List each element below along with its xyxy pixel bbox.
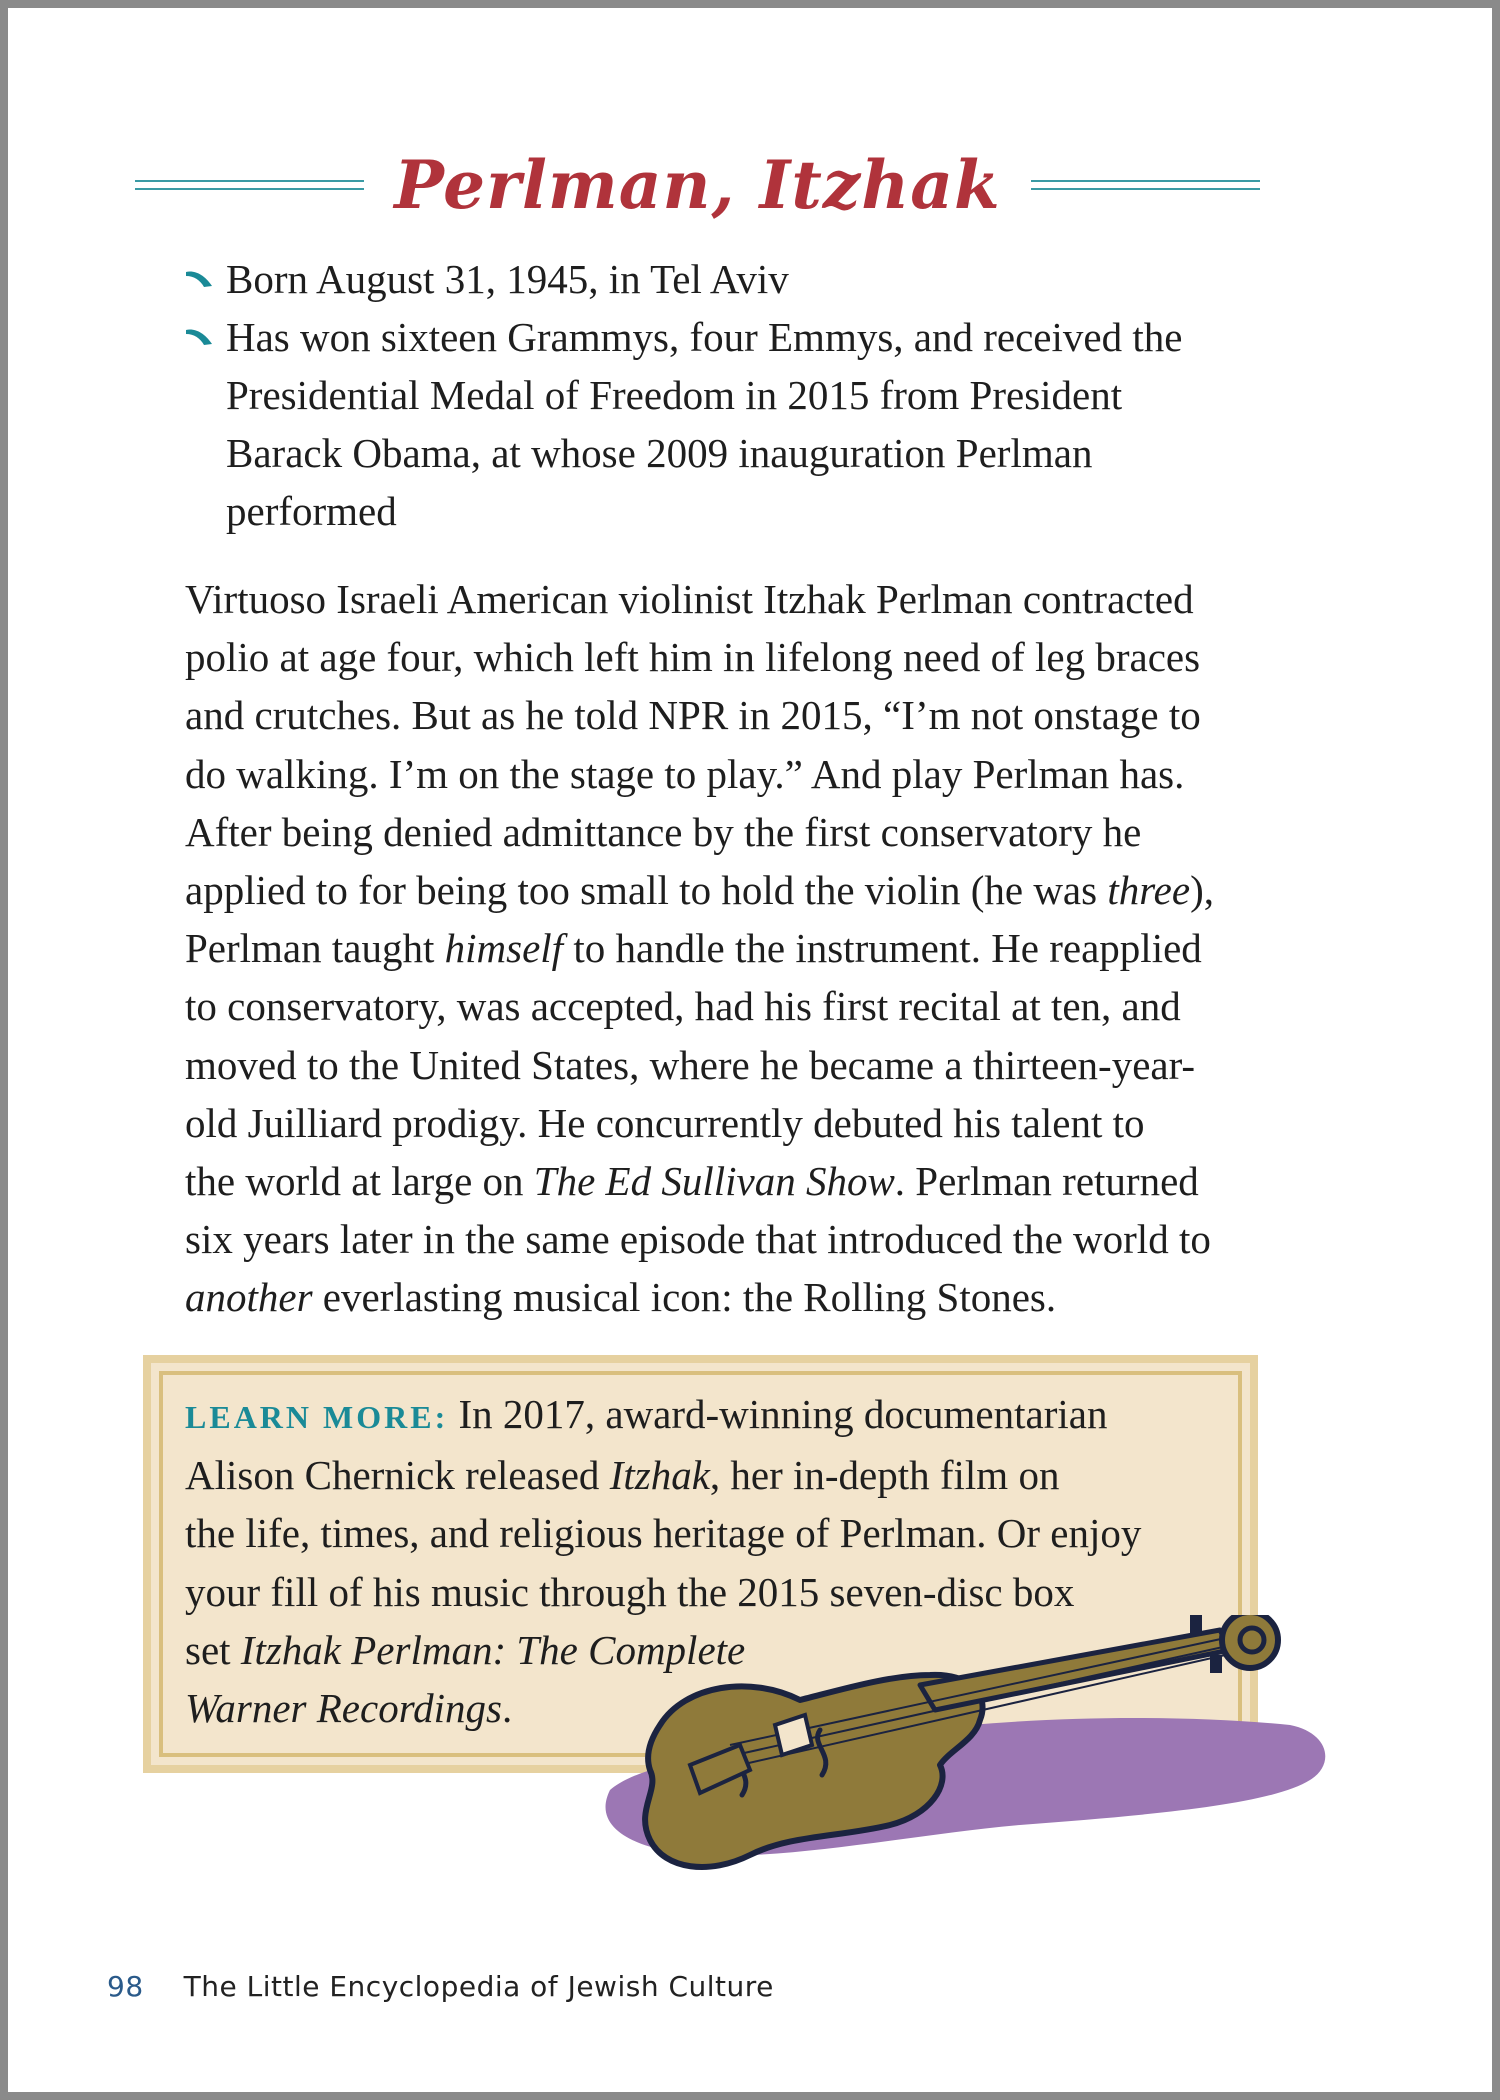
learn-more-run: . <box>501 1685 513 1732</box>
body-text-run: Perlman taught <box>185 925 445 972</box>
body-line: to conservatory, was accepted, had his first recital at ten, and <box>185 983 1181 1030</box>
learn-more-italic-run: Warner Recordings <box>185 1685 502 1732</box>
body-line <box>185 1268 1225 1326</box>
body-text-run: applied to for being too small to hold the violin (he was <box>185 867 1108 914</box>
fact-text: Has won sixteen Grammys, four Emmys, and received the Presidential Medal of Freedom in 2015 from President Barack Obama, at whose 2009 inauguration Perlman performed <box>226 314 1183 534</box>
fact-list <box>180 250 1210 540</box>
page-title: Perlman, Itzhak <box>394 146 1001 224</box>
body-line: and crutches. But as he told NPR in 2015, “I’m not onstage to <box>185 692 1201 739</box>
body-italic-run: The Ed Sullivan Show <box>533 1158 895 1205</box>
bullet-icon <box>184 326 214 348</box>
title-rule-right <box>1031 180 1260 190</box>
title-rule-left <box>135 180 364 190</box>
learn-more-italic-run: Itzhak <box>609 1452 710 1499</box>
body-line <box>185 861 1225 919</box>
body-line: moved to the United States, where he became a thirteen-year- <box>185 1041 1196 1088</box>
violin-peg <box>1210 1655 1222 1673</box>
learn-more-run: In 2017, award-winning documentarian <box>448 1391 1108 1437</box>
fact-text: Born August 31, 1945, in Tel Aviv <box>226 256 789 302</box>
learn-more-label: LEARN MORE: <box>185 1399 449 1435</box>
body-text-run: the world at large on <box>185 1158 534 1205</box>
learn-more-run: set <box>185 1626 241 1673</box>
body-text-run: . Perlman returned <box>894 1158 1199 1205</box>
book-title: The Little Encyclopedia of Jewish Culture <box>183 1970 774 2003</box>
learn-more-line <box>185 1385 1195 1446</box>
violin-scroll <box>1222 1615 1278 1668</box>
learn-more-run: , her in-depth film on <box>709 1452 1060 1499</box>
body-line <box>185 1152 1225 1210</box>
title-row <box>135 140 1260 230</box>
body-line: six years later in the same episode that introduced the world to <box>185 1216 1211 1263</box>
body-text-run: to handle the instrument. He reapplied <box>563 925 1202 972</box>
bullet-icon <box>184 268 214 290</box>
body-text-run: ), <box>1190 867 1214 914</box>
body-line: Virtuoso Israeli American violinist Itzhak Perlman contracted <box>185 576 1194 622</box>
body-line: polio at age four, which left him in lifelong need of leg braces <box>185 634 1201 681</box>
learn-more-italic-run: Itzhak Perlman: The Complete <box>240 1626 746 1673</box>
body-line: do walking. I’m on the stage to play.” And play Perlman has. <box>185 750 1185 797</box>
violin-peg <box>1190 1615 1202 1633</box>
body-line: After being denied admittance by the first conservatory he <box>185 808 1142 855</box>
body-line: old Juilliard prodigy. He concurrently debuted his talent to <box>185 1099 1145 1146</box>
page-footer <box>107 1970 774 2003</box>
fact-item <box>180 250 1210 308</box>
body-italic-run: three <box>1107 867 1191 914</box>
body-paragraph <box>185 570 1225 1327</box>
body-line <box>185 919 1225 977</box>
violin-illustration <box>590 1615 1340 1925</box>
learn-more-run: Alison Chernick released <box>185 1452 610 1499</box>
learn-more-line: the life, times, and religious heritage of Perlman. Or enjoy <box>185 1510 1142 1557</box>
body-italic-run: another <box>185 1274 313 1321</box>
body-text-run: everlasting musical icon: the Rolling Stones. <box>312 1274 1057 1321</box>
fact-item <box>180 308 1210 540</box>
learn-more-line <box>185 1446 1195 1504</box>
body-italic-run: himself <box>444 925 564 972</box>
page-number: 98 <box>107 1970 144 2003</box>
learn-more-line: your fill of his music through the 2015 seven-disc box <box>185 1568 1075 1615</box>
